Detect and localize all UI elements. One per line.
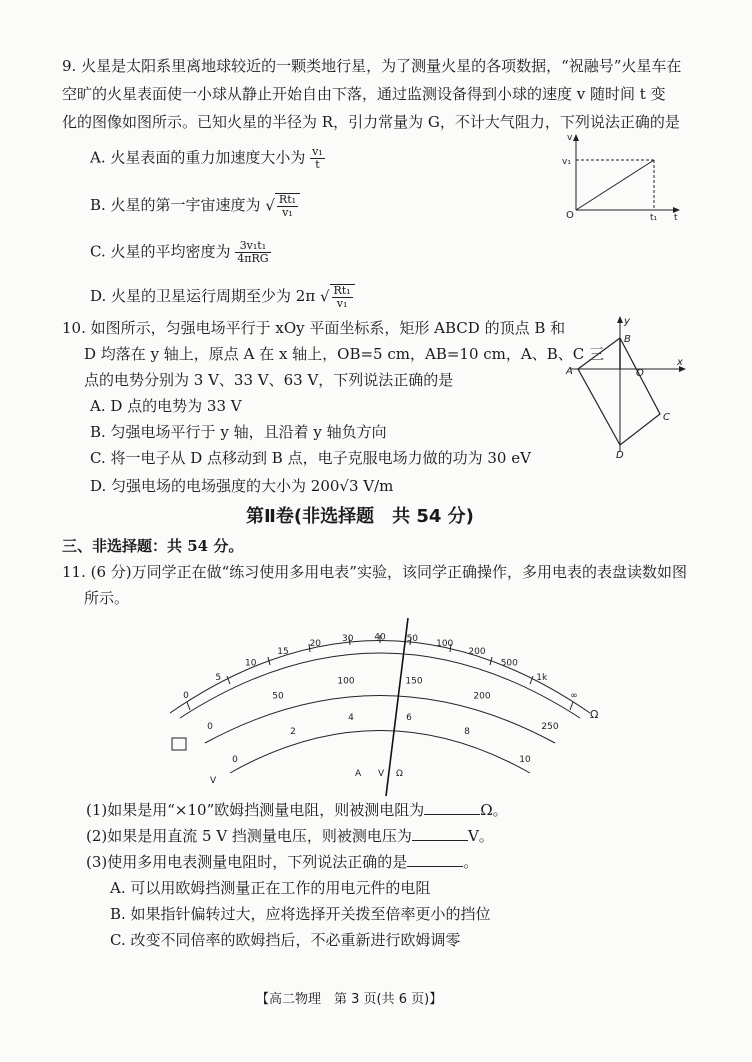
q9-graph-xlabel: t: [674, 213, 678, 223]
dc-tick-label-4: 200: [473, 691, 491, 702]
q9-option-c-text: C. 火星的平均密度为: [90, 242, 231, 261]
ohm-tick-label-10: 500: [500, 658, 518, 669]
q9-graph-origin: O: [566, 210, 574, 221]
q11-stem-line-1: 11. (6 分)万同学正在做“练习使用多用电表”实验，该同学正确操作，多用电表的表盘读数如图: [62, 563, 687, 581]
q10-label-o: O: [636, 368, 644, 379]
q9-option-a: [90, 146, 325, 171]
ohm-tick-label-3: 15: [277, 647, 289, 658]
ac-tick-label-3: 6: [406, 712, 412, 723]
ohm-tick-label-9: 200: [468, 647, 486, 658]
q9-vt-graph: [556, 130, 686, 225]
q9-option-a-fraction: $\frac{\text{v₁}}{t}$: [312, 145, 323, 171]
multimeter-dial: [150, 608, 610, 798]
ohm-tick-label-1: 5: [215, 673, 222, 684]
ohm-tick-label-2: 10: [244, 658, 257, 669]
meter-label-a: A: [355, 769, 362, 779]
q10-stem-line-3: 点的电势分别为 3 V、33 V、63 V，下列说法正确的是: [84, 371, 454, 389]
q9-stem-line-2: 空旷的火星表面使一小球从静止开始自由下落，通过监测设备得到小球的速度 v 随时间 t 变: [62, 85, 666, 103]
section-title: 第Ⅱ卷(非选择题 共 54 分): [246, 506, 474, 527]
meter-label-ohm: Ω: [396, 769, 403, 779]
q11-option-b: B. 如果指针偏转过大，应将选择开关拨至倍率更小的挡位: [110, 905, 491, 923]
q9-option-b-sqrt: √ $\frac{\text{Rt₁}}{\text{v₁}}$: [265, 193, 300, 219]
section-subtitle: 三、非选择题：共 54 分。: [62, 537, 244, 555]
ac-scale-labels: [232, 713, 531, 765]
dc-tick-label-1: 50: [272, 691, 284, 702]
q9-option-a-text: A. 火星表面的重力加速度大小为: [90, 148, 306, 167]
ohm-tick-label-8: 100: [436, 639, 454, 649]
dc-tick-label-2: 100: [337, 676, 355, 687]
meter-corner-mark: V: [210, 776, 217, 786]
q9-stem-line-1: 9. 火星是太阳系里离地球较近的一颗类地行星，为了测量火星的各项数据，“祝融号”火星车在: [62, 57, 682, 75]
q11-part-2: (2)如果是用直流 5 V 挡测量电压，则被测电压为 V。: [86, 827, 494, 845]
q10-label-y: y: [624, 316, 630, 327]
q10-label-d: D: [616, 450, 624, 461]
q11-stem-line-2: 所示。: [84, 589, 130, 607]
q10-rectangle-figure: [560, 312, 690, 462]
q9-option-d-sqrt: √ $\frac{\text{Rt₁}}{\text{v₁}}$: [320, 284, 355, 310]
ohm-tick-label-6: 40: [374, 632, 386, 643]
ohm-tick-label-12: ∞: [570, 691, 578, 701]
page-footer: 【高二物理 第 3 页(共 6 页)】: [256, 992, 443, 1007]
q11-blank-2[interactable]: [412, 826, 468, 841]
ohm-tick-label-11: 1k: [536, 673, 548, 684]
q11-option-c: C. 改变不同倍率的欧姆挡后，不必重新进行欧姆调零: [110, 931, 461, 949]
q10-label-a: A: [566, 366, 573, 377]
q9-option-b-text: B. 火星的第一宇宙速度为: [90, 196, 261, 214]
dc-tick-label-0: 0: [207, 722, 213, 732]
q10-stem-line-1: 10. 如图所示，匀强电场平行于 xOy 平面坐标系，矩形 ABCD 的顶点 B 和: [62, 319, 566, 337]
q9-option-c: [90, 240, 271, 265]
q9-option-d-text: D. 火星的卫星运行周期至少为 2π: [90, 287, 316, 305]
q11-blank-3[interactable]: [407, 852, 463, 867]
q9-stem-line-3: 化的图像如图所示。已知火星的半径为 R，引力常量为 G，不计大气阻力，下列说法正确的是: [62, 113, 680, 131]
q9-graph-v1: v₁: [562, 157, 571, 167]
ac-tick-label-1: 2: [290, 726, 296, 737]
q10-option-c: C. 将一电子从 D 点移动到 B 点，电子克服电场力做的功为 30 eV: [90, 449, 531, 467]
q11-blank-1[interactable]: [424, 800, 480, 815]
ac-tick-label-4: 8: [464, 726, 470, 737]
q10-label-b: B: [624, 334, 631, 345]
ohm-tick-label-0: 0: [183, 691, 189, 701]
q11-option-a: A. 可以用欧姆挡测量正在工作的用电元件的电阻: [110, 879, 431, 897]
ohm-symbol: Ω: [590, 708, 599, 721]
q9-option-b: [90, 193, 300, 219]
q10-label-c: C: [663, 412, 670, 423]
q11-part-1: (1)如果是用“×10”欧姆挡测量电阻，则被测电阻为 Ω。: [86, 801, 508, 819]
q10-stem-line-2: D 均落在 y 轴上，原点 A 在 x 轴上，OB=5 cm，AB=10 cm，A、B、C 三: [84, 345, 604, 363]
ohm-tick-label-7: 50: [406, 634, 419, 645]
ac-tick-label-5: 10: [519, 755, 531, 765]
ac-tick-label-2: 4: [348, 712, 354, 723]
q9-option-c-fraction: $\frac{\text{3v₁t₁}}{\text{4πRG}}$: [237, 239, 269, 265]
meter-label-v: V: [378, 769, 385, 779]
q10-option-b: B. 匀强电场平行于 y 轴，且沿着 y 轴负方向: [90, 423, 387, 441]
q10-option-a: A. D 点的电势为 33 V: [90, 397, 242, 415]
ohm-tick-label-5: 30: [341, 634, 354, 645]
ohm-tick-label-4: 20: [309, 639, 322, 649]
dc-tick-label-3: 150: [405, 676, 423, 687]
q10-label-x: x: [677, 357, 683, 368]
ac-tick-label-0: 0: [232, 755, 238, 765]
q9-graph-t1: t₁: [650, 213, 658, 223]
q10-option-d: D. 匀强电场的电场强度的大小为 200√3 V/m: [90, 477, 394, 495]
q9-graph-ylabel: v: [567, 133, 573, 143]
dc-scale-labels: [207, 676, 559, 732]
dc-tick-label-5: 250: [541, 722, 559, 732]
q11-part-3: (3)使用多用电表测量电阻时，下列说法正确的是 。: [86, 853, 479, 871]
q9-option-d: [90, 284, 355, 310]
